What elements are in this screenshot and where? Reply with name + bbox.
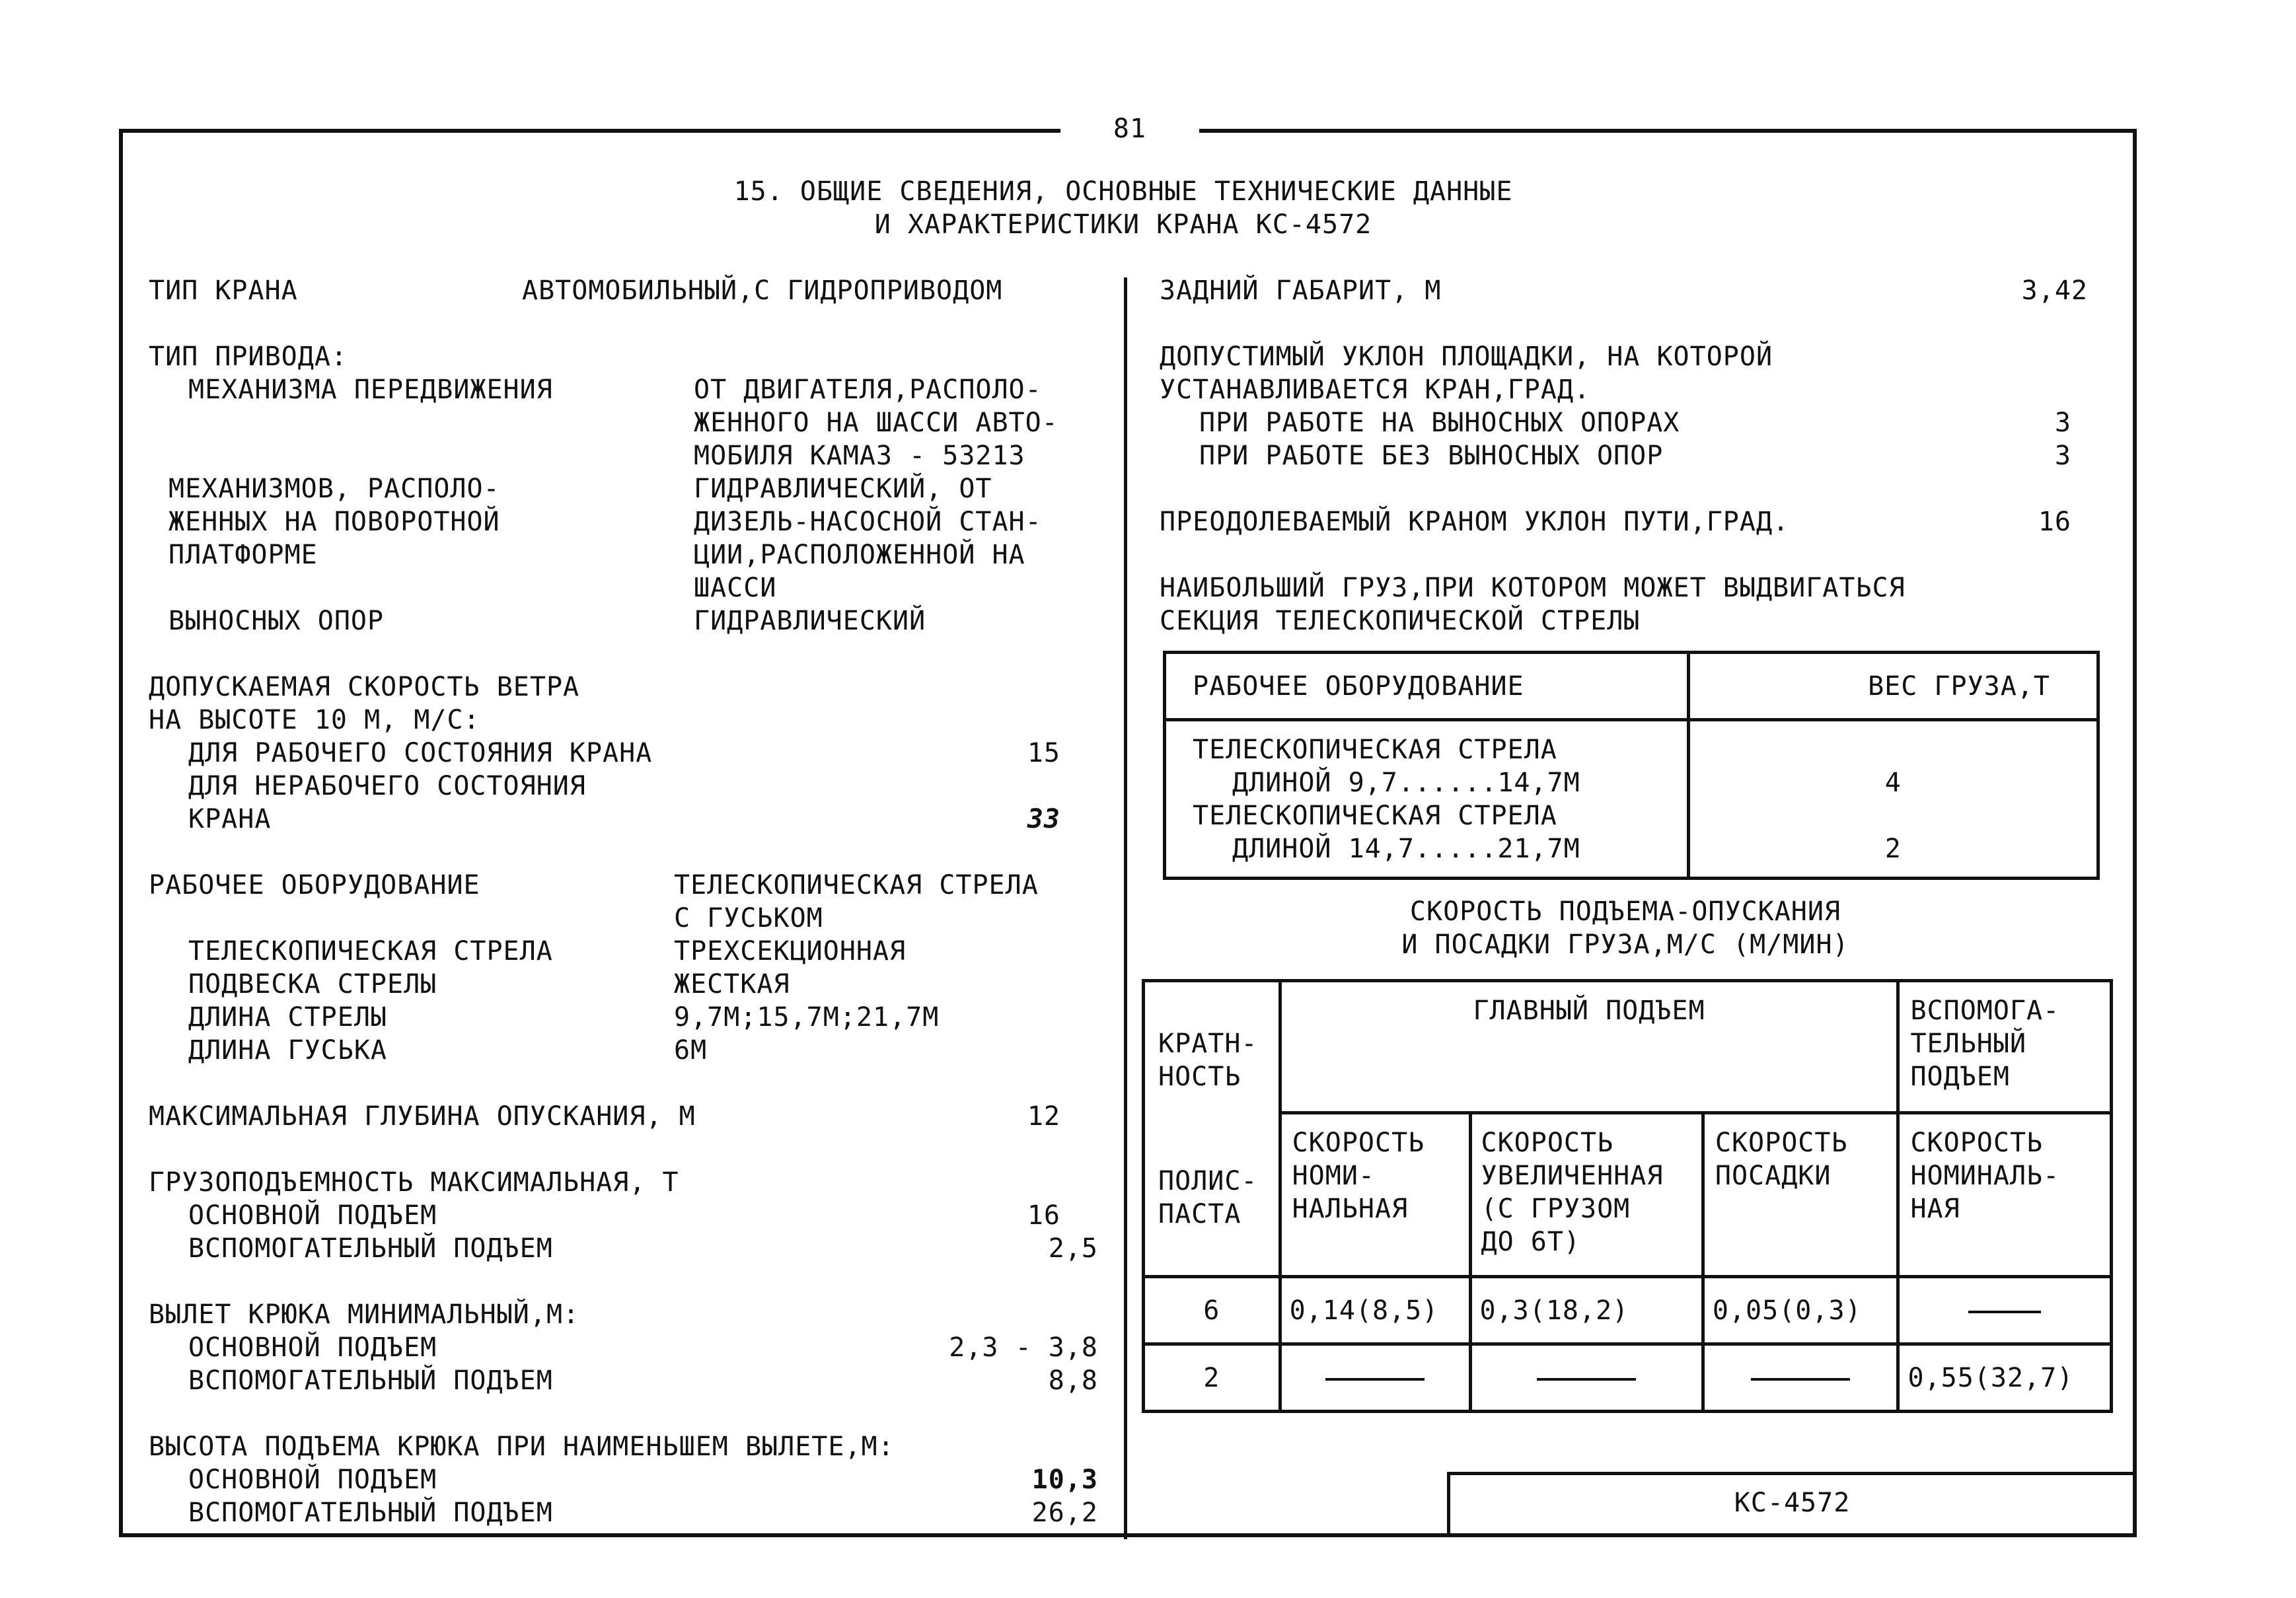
platform-mech-label-3: ПЛАТФОРМЕ	[168, 540, 318, 570]
wind-working-value: 15	[1027, 738, 1060, 768]
wind-nonworking-label-1: ДЛЯ НЕРАБОЧЕГО СОСТОЯНИЯ	[188, 771, 586, 801]
extend-table	[1163, 651, 2100, 880]
height-aux-label: ВСПОМОГАТЕЛЬНЫЙ ПОДЪЕМ	[188, 1498, 553, 1528]
crane-type-value: АВТОМОБИЛЬНЫЙ,С ГИДРОПРИВОДОМ	[522, 275, 1003, 306]
reach-main-value: 2,3 - 3,8	[949, 1332, 1098, 1363]
extend-row-2-equipment-1: ТЕЛЕСКОПИЧЕСКАЯ СТРЕЛА	[1193, 801, 1557, 831]
speed-title-1: СКОРОСТЬ ПОДЪЕМА-ОПУСКАНИЯ	[1409, 896, 1841, 927]
speed-header-aux-nominal: СКОРОСТЬ НОМИНАЛЬ- НАЯ	[1898, 1113, 2112, 1277]
slope-label-2: УСТАНАВЛИВАЕТСЯ КРАН,ГРАД.	[1160, 375, 1591, 405]
speed-title-2: И ПОСАДКИ ГРУЗА,М/С (М/МИН)	[1401, 929, 1849, 960]
table-row	[1165, 720, 2098, 879]
empty-dash	[1537, 1378, 1636, 1381]
extend-row-1-equipment-2: ДЛИНОЙ 9,7......14,7М	[1232, 768, 1580, 798]
speed-row-1-increased: 0,3(18,2)	[1470, 1277, 1703, 1344]
title-line-1: 15. ОБЩИЕ СВЕДЕНИЯ, ОСНОВНЫЕ ТЕХНИЧЕСКИЕ ДАННЫЕ	[733, 176, 1513, 207]
jib-length-value: 6М	[674, 1035, 708, 1066]
max-depth-label: МАКСИМАЛЬНАЯ ГЛУБИНА ОПУСКАНИЯ, М	[149, 1101, 696, 1132]
table-row	[1144, 1344, 2112, 1412]
speed-row-1-nominal: 0,14(8,5)	[1280, 1277, 1470, 1344]
speed-row-2-nominal	[1280, 1344, 1470, 1412]
speed-row-1-mult: 6	[1144, 1277, 1280, 1344]
speed-row-1-aux	[1898, 1277, 2112, 1344]
slope-outriggers-value: 3	[2054, 408, 2071, 438]
rear-size-label: ЗАДНИЙ ГАБАРИТ, М	[1160, 275, 1442, 306]
slope-no-outriggers-value: 3	[2054, 441, 2071, 471]
wind-nonworking-label-2: КРАНА	[188, 804, 272, 834]
platform-mech-value-3: ЦИИ,РАСПОЛОЖЕННОЙ НА	[694, 540, 1025, 570]
wind-nonworking-value: 33	[1027, 804, 1060, 834]
outrigger-value: ГИДРАВЛИЧЕСКИЙ	[694, 606, 926, 636]
crane-type-label: ТИП КРАНА	[149, 275, 298, 306]
speed-header-main: ГЛАВНЫЙ ПОДЪЕМ	[1280, 981, 1898, 1113]
speed-row-2-mult: 2	[1144, 1344, 1280, 1412]
empty-dash	[1968, 1311, 2041, 1313]
travel-slope-value: 16	[2038, 507, 2071, 537]
column-divider	[1124, 277, 1127, 1539]
reach-main-label: ОСНОВНОЙ ПОДЪЕМ	[188, 1332, 437, 1363]
rear-size-value: 3,42	[2021, 275, 2088, 306]
slope-outriggers-label: ПРИ РАБОТЕ НА ВЫНОСНЫХ ОПОРАХ	[1199, 408, 1680, 438]
travel-mech-value-1: ОТ ДВИГАТЕЛЯ,РАСПОЛО-	[694, 375, 1042, 405]
reach-label: ВЫЛЕТ КРЮКА МИНИМАЛЬНЫЙ,М:	[149, 1299, 580, 1330]
stamp-label: КС-4572	[1734, 1488, 1851, 1518]
slope-no-outriggers-label: ПРИ РАБОТЕ БЕЗ ВЫНОСНЫХ ОПОР	[1199, 441, 1664, 471]
suspension-label: ПОДВЕСКА СТРЕЛЫ	[188, 969, 437, 999]
reach-aux-value: 8,8	[1048, 1365, 1098, 1396]
speed-header-multiplicity: КРАТН- НОСТЬ ПОЛИС- ПАСТА	[1144, 981, 1280, 1277]
boom-length-value: 9,7М;15,7М;21,7М	[674, 1002, 940, 1033]
travel-mech-label: МЕХАНИЗМА ПЕРЕДВИЖЕНИЯ	[188, 375, 553, 405]
drive-type-label: ТИП ПРИВОДА:	[149, 342, 348, 372]
boom-label: ТЕЛЕСКОПИЧЕСКАЯ СТРЕЛА	[188, 936, 553, 966]
equipment-value-2: С ГУСЬКОМ	[674, 903, 823, 933]
height-main-label: ОСНОВНОЙ ПОДЪЕМ	[188, 1465, 437, 1495]
suspension-value: ЖЕСТКАЯ	[674, 969, 790, 999]
max-depth-value: 12	[1027, 1101, 1060, 1132]
extend-equipment-cell	[1165, 720, 1689, 879]
extend-row-1-equipment-1: ТЕЛЕСКОПИЧЕСКАЯ СТРЕЛА	[1193, 735, 1557, 765]
capacity-aux-value: 2,5	[1048, 1233, 1098, 1264]
speed-header-nominal: СКОРОСТЬ НОМИ- НАЛЬНАЯ	[1280, 1113, 1470, 1277]
speed-header-aux: ВСПОМОГА- ТЕЛЬНЫЙ ПОДЪЕМ	[1898, 981, 2112, 1113]
extend-label-1: НАИБОЛЬШИЙ ГРУЗ,ПРИ КОТОРОМ МОЖЕТ ВЫДВИГАТЬСЯ	[1160, 573, 1906, 603]
speed-header-increased: СКОРОСТЬ УВЕЛИЧЕННАЯ (С ГРУЗОМ ДО 6Т)	[1470, 1113, 1703, 1277]
equipment-value-1: ТЕЛЕСКОПИЧЕСКАЯ СТРЕЛА	[674, 870, 1039, 900]
extend-row-2-weight: 2	[1884, 834, 1902, 864]
wind-working-label: ДЛЯ РАБОЧЕГО СОСТОЯНИЯ КРАНА	[188, 738, 653, 768]
platform-mech-value-1: ГИДРАВЛИЧЕСКИЙ, ОТ	[694, 474, 992, 504]
extend-row-2-equipment-2: ДЛИНОЙ 14,7.....21,7М	[1232, 834, 1580, 864]
outrigger-label: ВЫНОСНЫХ ОПОР	[168, 606, 385, 636]
travel-mech-value-2: ЖЕННОГО НА ШАССИ АВТО-	[694, 408, 1058, 438]
title-line-2: И ХАРАКТЕРИСТИКИ КРАНА КС-4572	[874, 209, 1372, 240]
height-label: ВЫСОТА ПОДЪЕМА КРЮКА ПРИ НАИМЕНЬШЕМ ВЫЛЕТЕ,М:	[149, 1432, 895, 1462]
empty-dash	[1325, 1378, 1425, 1381]
extend-header-equipment: РАБОЧЕЕ ОБОРУДОВАНИЕ	[1165, 653, 1689, 720]
capacity-main-label: ОСНОВНОЙ ПОДЪЕМ	[188, 1200, 437, 1231]
equipment-label: РАБОЧЕЕ ОБОРУДОВАНИЕ	[149, 870, 480, 900]
boom-length-label: ДЛИНА СТРЕЛЫ	[188, 1002, 387, 1033]
speed-row-1-landing: 0,05(0,3)	[1703, 1277, 1898, 1344]
boom-value: ТРЕХСЕКЦИОННАЯ	[674, 936, 907, 966]
capacity-label: ГРУЗОПОДЪЕМНОСТЬ МАКСИМАЛЬНАЯ, Т	[149, 1167, 679, 1198]
height-aux-value: 26,2	[1031, 1498, 1098, 1528]
speed-row-2-aux: 0,55(32,7)	[1898, 1344, 2112, 1412]
extend-label-2: СЕКЦИЯ ТЕЛЕСКОПИЧЕСКОЙ СТРЕЛЫ	[1160, 606, 1641, 636]
height-main-value: 10,3	[1031, 1465, 1098, 1495]
reach-aux-label: ВСПОМОГАТЕЛЬНЫЙ ПОДЪЕМ	[188, 1365, 553, 1396]
speed-row-2-increased	[1470, 1344, 1703, 1412]
empty-dash	[1751, 1378, 1850, 1381]
platform-mech-value-2: ДИЗЕЛЬ-НАСОСНОЙ СТАН-	[694, 507, 1042, 537]
capacity-aux-label: ВСПОМОГАТЕЛЬНЫЙ ПОДЪЕМ	[188, 1233, 553, 1264]
extend-weight-cell	[1688, 720, 2098, 879]
jib-length-label: ДЛИНА ГУСЬКА	[188, 1035, 387, 1066]
platform-mech-label-2: ЖЕННЫХ НА ПОВОРОТНОЙ	[168, 507, 500, 537]
slope-label-1: ДОПУСТИМЫЙ УКЛОН ПЛОЩАДКИ, НА КОТОРОЙ	[1160, 342, 1773, 372]
capacity-main-value: 16	[1027, 1200, 1060, 1231]
platform-mech-label-1: МЕХАНИЗМОВ, РАСПОЛО-	[168, 474, 500, 504]
page-number: 81	[1113, 114, 1147, 144]
speed-table	[1142, 979, 2113, 1413]
travel-slope-label: ПРЕОДОЛЕВАЕМЫЙ КРАНОМ УКЛОН ПУТИ,ГРАД.	[1160, 507, 1790, 537]
platform-mech-value-4: ШАССИ	[694, 573, 777, 603]
travel-mech-value-3: МОБИЛЯ КАМАЗ - 53213	[694, 441, 1025, 471]
extend-header-weight: ВЕС ГРУЗА,Т	[1688, 653, 2098, 720]
speed-row-2-landing	[1703, 1344, 1898, 1412]
wind-label-2: НА ВЫСОТЕ 10 М, М/С:	[149, 705, 480, 735]
wind-label-1: ДОПУСКАЕМАЯ СКОРОСТЬ ВЕТРА	[149, 672, 580, 702]
extend-row-1-weight: 4	[1884, 768, 1902, 798]
table-row	[1144, 1277, 2112, 1344]
speed-header-landing: СКОРОСТЬ ПОСАДКИ	[1703, 1113, 1898, 1277]
